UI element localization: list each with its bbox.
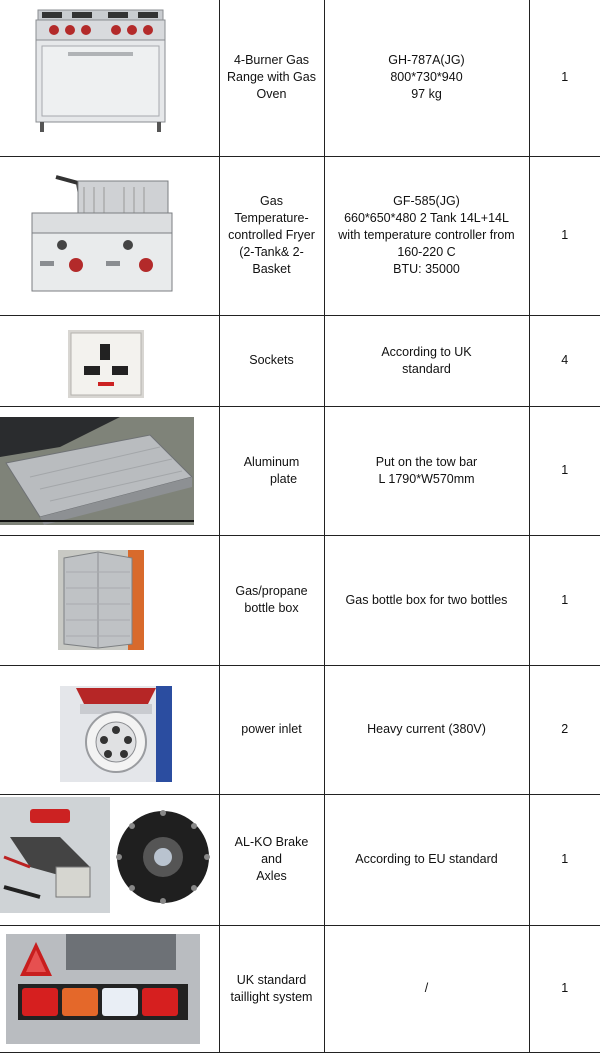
table-row — [0, 794, 600, 925]
item-name-line: (2-Tank& 2- — [239, 245, 304, 259]
table-row — [0, 925, 600, 1052]
item-name-line: Axles — [256, 869, 287, 883]
item-name-line: Range with Gas — [227, 70, 316, 85]
item-spec-line: 660*650*480 2 Tank 14L+14L — [344, 211, 509, 225]
item-qty: 1 — [529, 156, 600, 315]
item-spec-line: Gas bottle box for two bottles — [345, 592, 508, 607]
product-image-cell — [0, 406, 219, 535]
item-spec — [324, 794, 529, 925]
table-row — [0, 0, 600, 156]
item-spec — [324, 0, 529, 156]
product-image-cell — [0, 156, 219, 315]
item-name-line: AL-KO Brake and — [234, 835, 309, 866]
item-spec-line: / — [424, 981, 429, 995]
uk-socket-image — [68, 330, 144, 398]
item-name-line: Oven — [256, 87, 287, 102]
item-spec — [324, 156, 529, 315]
item-name-line: controlled Fryer — [228, 228, 315, 242]
item-name — [219, 406, 324, 535]
table-row — [0, 315, 600, 406]
table-row — [0, 406, 600, 535]
axle-hub-image — [112, 799, 214, 915]
item-name-line: Gas/propane — [235, 584, 308, 598]
product-image-cell — [0, 0, 219, 156]
item-name-line: taillight system — [230, 989, 313, 1004]
item-qty: 4 — [529, 315, 600, 406]
item-spec-line: GF-585(JG) — [393, 194, 460, 208]
item-spec-line: According to UK — [381, 344, 472, 359]
power-inlet-image — [60, 686, 172, 782]
item-name-line: Basket — [252, 262, 291, 276]
item-name-line: plate — [269, 471, 298, 486]
item-spec — [324, 315, 529, 406]
table-row — [0, 665, 600, 794]
item-qty: 1 — [529, 0, 600, 156]
item-qty: 1 — [529, 794, 600, 925]
item-spec-line: L 1790*W570mm — [378, 471, 475, 486]
gas-range-oven-image — [28, 8, 173, 136]
table-row — [0, 535, 600, 665]
item-spec — [324, 665, 529, 794]
item-name-line: 4-Burner Gas — [233, 53, 310, 68]
item-name — [219, 535, 324, 665]
item-qty: 1 — [529, 406, 600, 535]
item-spec — [324, 535, 529, 665]
item-name-line: Sockets — [249, 353, 294, 367]
item-spec-line: Put on the tow bar — [375, 454, 478, 469]
item-name-line: Gas — [260, 194, 283, 208]
product-image-cell — [0, 925, 219, 1052]
item-name-line: Aluminum — [243, 454, 300, 469]
item-spec-line: with temperature controller from — [338, 228, 515, 242]
item-name — [219, 794, 324, 925]
item-spec-line: Heavy current (380V) — [367, 722, 486, 736]
item-spec-line: 97 kg — [411, 87, 442, 102]
item-spec-line: GH-787A(JG) — [388, 53, 465, 68]
item-spec-line: standard — [402, 361, 451, 376]
item-name — [219, 925, 324, 1052]
item-spec — [324, 925, 529, 1052]
item-spec-line: BTU: 35000 — [393, 262, 460, 276]
aluminum-plate-image — [0, 417, 194, 525]
item-name-line: bottle box — [244, 601, 299, 615]
product-image-cell — [0, 315, 219, 406]
item-spec-line: 800*730*940 — [390, 70, 463, 85]
item-name-line: power inlet — [241, 722, 302, 736]
item-qty: 1 — [529, 925, 600, 1052]
table-row — [0, 156, 600, 315]
item-spec-line: According to EU standard — [355, 852, 498, 866]
taillight-image — [6, 934, 200, 1044]
item-name — [219, 665, 324, 794]
item-name — [219, 156, 324, 315]
product-image-cell — [0, 794, 219, 925]
gas-fryer-image — [28, 173, 176, 297]
item-name — [219, 315, 324, 406]
item-spec-line: 160-220 C — [397, 245, 456, 259]
product-image-cell — [0, 535, 219, 665]
item-spec — [324, 406, 529, 535]
item-name-line: UK standard — [236, 972, 307, 987]
brake-image — [0, 797, 110, 913]
product-image-cell — [0, 665, 219, 794]
item-name — [219, 0, 324, 156]
gas-bottle-box-image — [58, 550, 144, 650]
item-name-line: Temperature- — [234, 211, 309, 225]
item-qty: 1 — [529, 535, 600, 665]
item-qty: 2 — [529, 665, 600, 794]
